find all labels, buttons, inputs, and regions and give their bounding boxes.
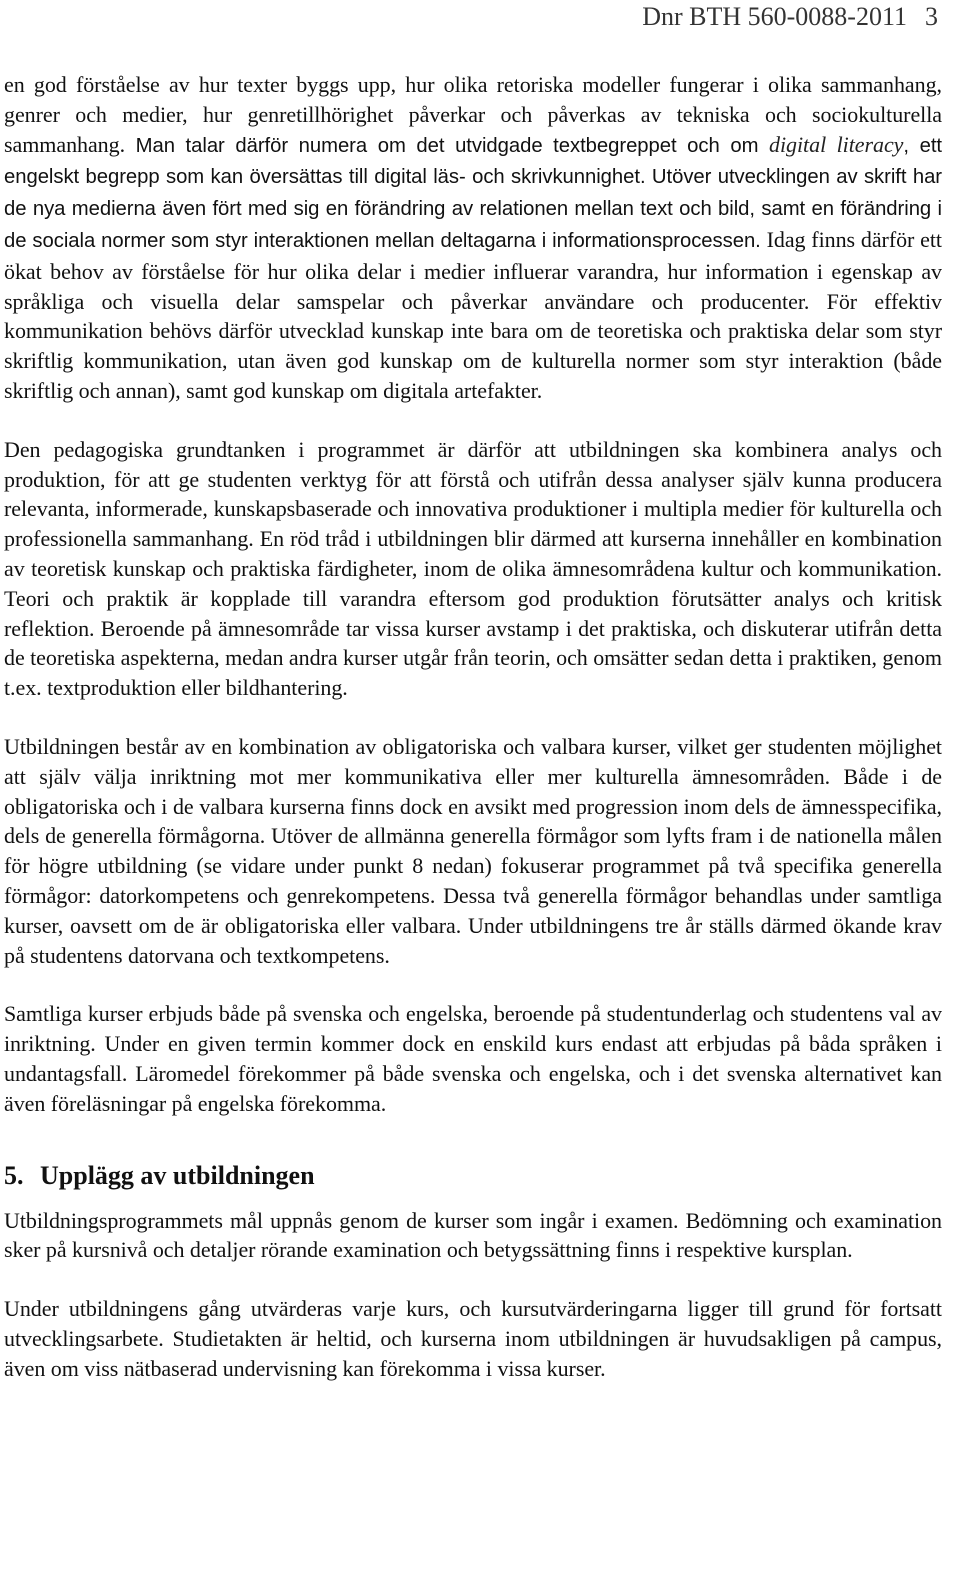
paragraph-6: Under utbildningens gång utvärderas varje kurs, och kursutvärderingarna ligger till grund för fortsatt utvecklingsarbete. Studietakten är heltid, och kurserna inom utbildningen är huvudsakligen på campus, även om viss nätbaserad undervisning kan förekomma i vissa kurser. — [4, 1296, 942, 1381]
page-header — [642, 2, 938, 32]
digital-literacy-term: digital literacy — [769, 131, 904, 157]
paragraph-1-part-d: Idag finns därför ett ökat behov av förståelse för hur olika delar i medier influerar varandra, hur information i egenskap av språkliga och visuella delar samspelar och påverkar användare och producenter. För effektiv kommunikation behövs därför utvecklad kunskap inte bara om de teoretiska och praktiska delar som styr skriftlig kommunikation, utan även god kunskap om de kulturella normer som styr interaktion (både skriftlig och annan), samt god kunskap om digitala artefakter. — [4, 226, 942, 403]
section-heading — [4, 1159, 942, 1193]
paragraph-2: Den pedagogiska grundtanken i programmet är därför att utbildningen ska kombinera analys och produktion, för att ge studenten verktyg för att förstå och utifrån dessa analyser själv kunna producera relevanta, informerade, kunskapsbaserade och innovativa produktioner i multipla medier för kulturella och professionella sammanhang. En röd tråd i utbildningen blir därmed att kurserna innehåller en kombination av teoretisk kunskap och praktiska färdigheter, inom de olika ämnesområdena kultur och kommunikation. Teori och praktik är kopplade till varandra eftersom god produktion förutsätter analys och kritisk reflektion. Beroende på ämnesområde tar vissa kurser avstamp i det praktiska, och diskuterar utifrån detta de teoretiska aspekterna, medan andra kurser utgår från teorin, och omsätter sedan detta i praktiken, genom t.ex. textproduktion eller bildhantering. — [4, 436, 942, 701]
page-number: 3 — [925, 2, 938, 31]
paragraph-1-part-a: en god förståelse av hur texter byggs upp, hur olika retoriska modeller fungerar i olika sammanhang, genrer och medier, hur genretillhörighet påverkar och påverkas av tekniska och sociokulturella sammanhang. — [4, 72, 942, 157]
document-reference: Dnr BTH 560-0088-2011 — [642, 2, 907, 31]
paragraph-1 — [4, 70, 942, 406]
paragraph-1-part-c: , ett engelskt begrepp som kan översättas till digital läs- och skrivkunnighet. Utöver utvecklingen av skrift har de nya medierna även fört med sig en förändring av relationen mellan text och bild, samt en förändring i de sociala normer som styr interaktionen mellan deltagarna i informationsprocessen. — [4, 134, 942, 252]
paragraph-1-part-b: Man talar därför numera om det utvidgade textbegreppet och om — [125, 134, 770, 157]
section-title: Upplägg av utbildningen — [40, 1160, 315, 1190]
section-number: 5. — [4, 1160, 24, 1190]
paragraph-3: Utbildningen består av en kombination av obligatoriska och valbara kurser, vilket ger studenten möjlighet att själv välja inriktning mot mer kommunikativa eller mer kulturella ämnesområden. Både i de obligatoriska och i de valbara kurserna finns dock en avsikt med progression inom dels de ämnesspecifika, dels de generella förmågorna. Utöver de allmänna generella förmågor som lyfts fram i de nationella målen för högre utbildning (se vidare under punkt 8 nedan) fokuserar programmet på två specifika generella förmågor: datorkompetens och genrekompetens. Dessa två generella förmågor behandlas under samtliga kurser, oavsett om de är obligatoriska eller valbara. Under utbildningens tre år ställs därmed ökande krav på studentens datorvana och textkompetens. — [4, 733, 942, 968]
paragraph-5: Utbildningsprogrammets mål uppnås genom de kurser som ingår i examen. Bedömning och examination sker på kursnivå och detaljer rörande examination och betygssättning finns i respektive kursplan. — [4, 1207, 942, 1263]
paragraph-4: Samtliga kurser erbjuds både på svenska och engelska, beroende på studentunderlag och studentens val av inriktning. Under en given termin kommer dock en enskild kurs endast att erbjudas på båda språken i undantagsfall. Läromedel förekommer på både svenska och engelska, och i det svenska alternativet kan även föreläsningar på engelska förekomma. — [4, 1001, 942, 1116]
body-text — [4, 70, 942, 1412]
